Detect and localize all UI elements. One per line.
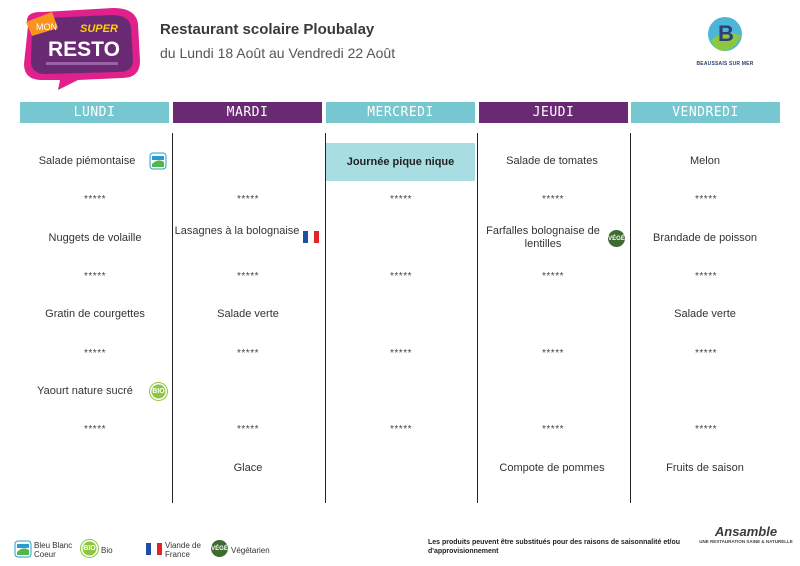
course-separator: *****: [542, 424, 564, 435]
course-separator: *****: [84, 348, 106, 359]
mon-super-resto-logo: [18, 6, 144, 92]
course-separator: *****: [695, 424, 717, 435]
legend-veg-label: Végétarien: [231, 546, 270, 555]
course-separator: *****: [237, 348, 259, 359]
bio-icon: BIO: [150, 383, 167, 400]
menu-item: Melon: [690, 155, 720, 167]
day-header-mercredi: MERCREDI: [326, 102, 475, 123]
town-logo: [690, 14, 760, 74]
menu-item: Fruits de saison: [666, 462, 744, 474]
svg-text:SUPER: SUPER: [80, 23, 118, 35]
svg-text:MON: MON: [36, 22, 57, 32]
menu-item: Lasagnes à la bolognaise: [174, 225, 300, 237]
course-separator: *****: [84, 194, 106, 205]
page-title: Restaurant scolaire Ploubalay: [160, 21, 375, 38]
course-separator: *****: [695, 271, 717, 282]
course-separator: *****: [695, 194, 717, 205]
menu-item: Brandade de poisson: [653, 232, 757, 244]
course-separator: *****: [695, 348, 717, 359]
column-separator: [325, 133, 326, 503]
bleu-blanc-coeur-icon: [149, 152, 167, 170]
vegetarian-icon: VÉGÉ: [211, 540, 228, 557]
bio-icon: BIO: [81, 540, 98, 557]
menu-item: Salade de tomates: [506, 155, 598, 167]
day-header-jeudi: JEUDI: [479, 102, 628, 123]
menu-item: Compote de pommes: [499, 462, 605, 474]
course-separator: *****: [542, 271, 564, 282]
menu-item: Farfalles bolognaise de lentilles: [486, 225, 600, 250]
menu-item: Glace: [233, 462, 263, 474]
course-separator: *****: [542, 194, 564, 205]
france-flag-icon: [303, 231, 319, 243]
menu-item: Gratin de courgettes: [45, 308, 145, 320]
column-separator: [477, 133, 478, 503]
course-separator: *****: [237, 424, 259, 435]
legend-france-label: Viande de France: [165, 541, 201, 559]
svg-text:B: B: [718, 21, 734, 46]
substitution-note: Les produits peuvent être substitués pour des raisons de saisonnalité et/ou d'approvisionnement: [428, 539, 681, 555]
france-flag-icon: [146, 543, 162, 555]
course-separator: *****: [390, 348, 412, 359]
course-separator: *****: [390, 271, 412, 282]
menu-item: Nuggets de volaille: [48, 232, 142, 244]
course-separator: *****: [390, 424, 412, 435]
menu-item: Yaourt nature sucré: [37, 385, 133, 397]
course-separator: *****: [390, 194, 412, 205]
bleu-blanc-coeur-icon: [14, 540, 32, 558]
menu-item: Salade piémontaise: [38, 155, 136, 167]
brand-name: Ansamble: [714, 524, 778, 539]
date-range: du Lundi 18 Août au Vendredi 22 Août: [160, 45, 396, 61]
course-separator: *****: [84, 271, 106, 282]
course-separator: *****: [237, 271, 259, 282]
svg-text:RESTO: RESTO: [48, 38, 120, 61]
day-header-lundi: LUNDI: [20, 102, 169, 123]
course-separator: *****: [84, 424, 106, 435]
course-separator: *****: [542, 348, 564, 359]
menu-item: Salade verte: [217, 308, 279, 320]
legend-bio-label: Bio: [101, 546, 113, 555]
legend-bbc-label: Bleu Blanc Coeur: [34, 541, 73, 559]
brand-tagline: UNE RESTAURATION SAINE & NATURELLE: [699, 539, 793, 544]
town-emblem-icon: [705, 14, 745, 56]
town-name: BEAUSSAIS SUR MER: [696, 61, 754, 67]
ansamble-logo: [698, 524, 794, 544]
day-header-mardi: MARDI: [173, 102, 322, 123]
course-separator: *****: [237, 194, 259, 205]
vegetarian-icon: VÉGÉ: [608, 230, 625, 247]
menu-item: Salade verte: [674, 308, 736, 320]
picnic-day-banner: Journée pique nique: [326, 143, 475, 181]
day-header-vendredi: VENDREDI: [631, 102, 780, 123]
